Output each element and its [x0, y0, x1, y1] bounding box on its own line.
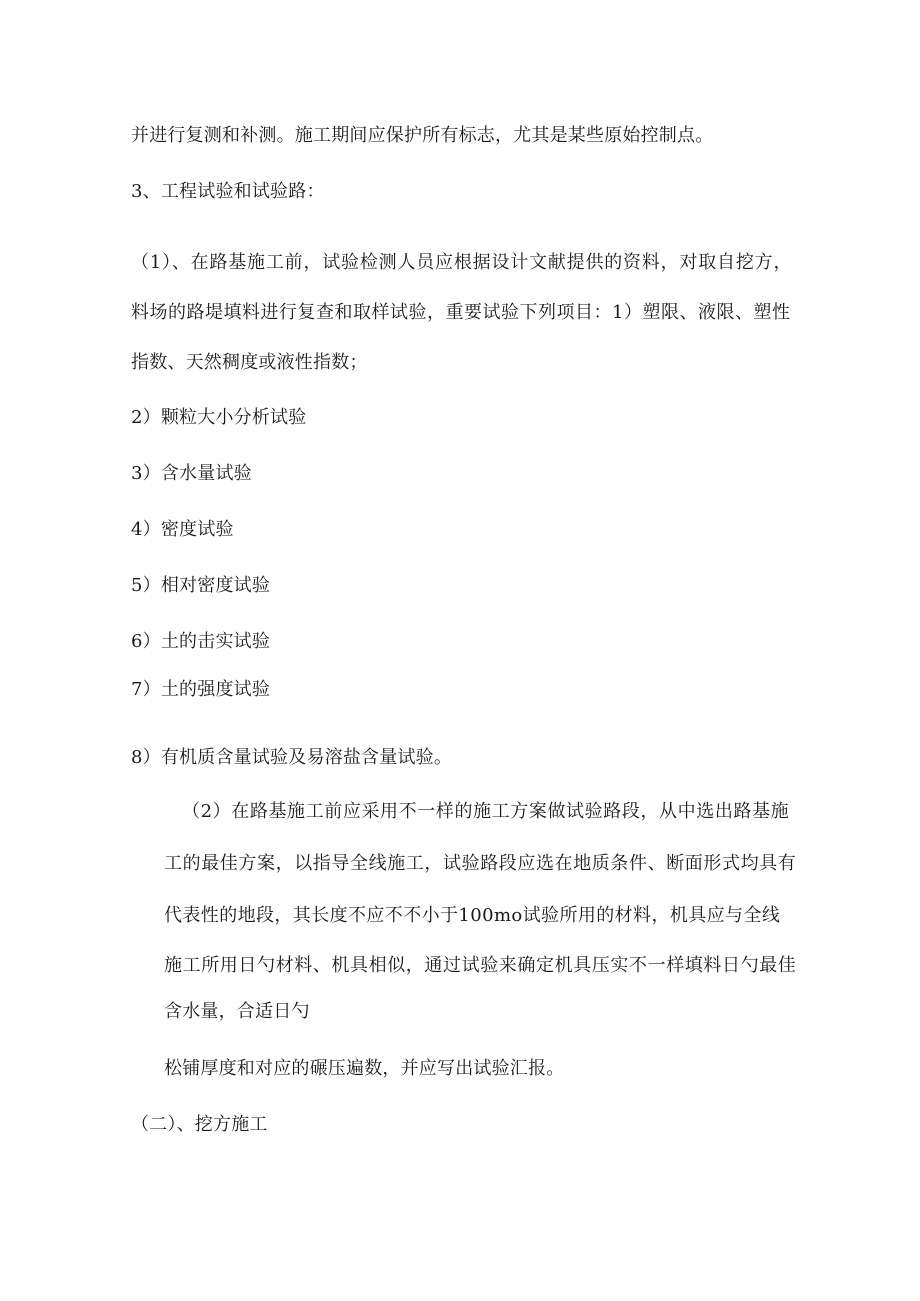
paragraph-line: 松铺厚度和对应的碾压遍数，并应写出试验汇报。	[164, 1058, 565, 1079]
section-heading: （二）、挖方施工	[131, 1114, 268, 1135]
list-item: 5）相对密度试验	[131, 575, 271, 596]
paragraph-line: （1）、在路基施工前，试验检测人员应根据设计文献提供的资料，对取自挖方，	[131, 252, 793, 273]
section-heading: 3、工程试验和试验路：	[131, 181, 325, 202]
paragraph-line: 工的最佳方案，以指导全线施工，试验路段应选在地质条件、断面形式均具有	[164, 853, 797, 874]
paragraph-line: 施工所用日勺材料、机具相似，通过试验来确定机具压实不一样填料日勺最佳	[164, 955, 797, 976]
paragraph-line: 料场的路堤填料进行复查和取样试验，重要试验下列项目：1）塑限、液限、塑性	[131, 302, 791, 323]
list-item: 7）土的强度试验	[131, 679, 271, 700]
paragraph-line: 并进行复测和补测。施工期间应保护所有标志，尤其是某些原始控制点。	[131, 125, 714, 146]
paragraph-line: 指数、天然稠度或液性指数；	[131, 352, 368, 373]
paragraph-line: （2）在路基施工前应采用不一样的施工方案做试验路段，从中选出路基施	[182, 801, 790, 822]
list-item: 2）颗粒大小分析试验	[131, 407, 307, 428]
list-item: 8）有机质含量试验及易溶盐含量试验。	[131, 747, 453, 768]
paragraph-line: 代表性的地段，其长度不应不不小于100mo试验所用的材料，机具应与全线	[164, 905, 781, 926]
list-item: 3）含水量试验	[131, 463, 252, 484]
list-item: 6）土的击实试验	[131, 631, 271, 652]
list-item: 4）密度试验	[131, 519, 234, 540]
paragraph-line: 含水量，合适日勺	[164, 1001, 310, 1022]
